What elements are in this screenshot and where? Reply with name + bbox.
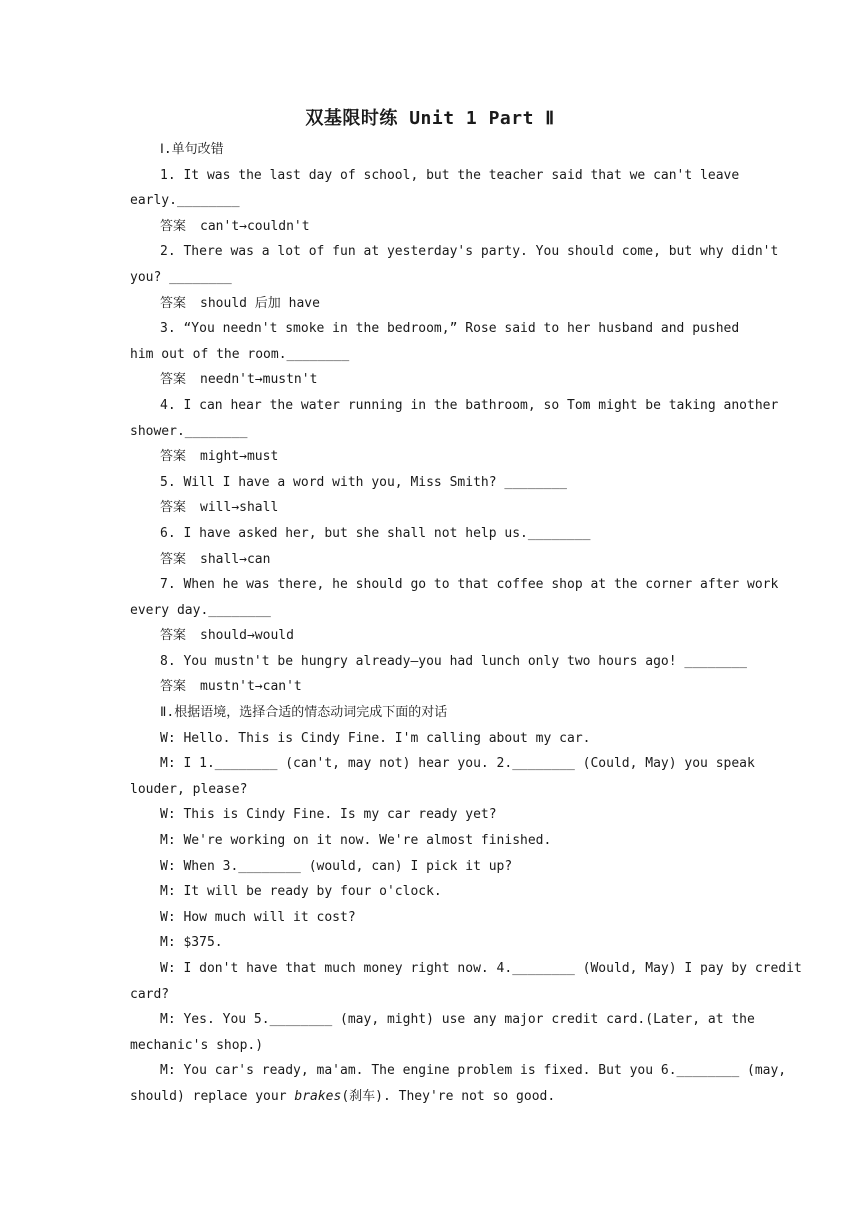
answer-label: 答案 — [160, 372, 187, 388]
answer-text: should→would — [200, 628, 294, 644]
dialogue-line: W: Hello. This is Cindy Fine. I'm calling about my car. — [160, 730, 591, 746]
dialogue-line: W: When 3.________ (would, can) I pick it up? — [160, 858, 513, 874]
question-2-line-2: you? ________ — [130, 269, 232, 285]
question-7-line-1: 7. When he was there, he should go to that coffee shop at the corner after work — [160, 577, 779, 593]
dialogue-line: M: You car's ready, ma'am. The engine problem is fixed. But you 6.________ (may, — [160, 1063, 787, 1079]
dialogue-line: M: $375. — [160, 935, 223, 951]
dialogue-line: W: How much will it cost? — [160, 909, 356, 925]
dialogue-line: W: I don't have that much money right now. 4.________ (Would, May) I pay by credit — [160, 961, 802, 976]
dialogue-line: M: It will be ready by four o'clock. — [160, 884, 442, 900]
dialogue-line: card? — [130, 986, 170, 1002]
question-1-line-2: early.________ — [130, 193, 240, 209]
italic-word: brakes — [294, 1088, 342, 1104]
answer-text: shall→can — [200, 551, 271, 567]
question-7-line-2: every day.________ — [130, 602, 271, 618]
answer-label: 答案 — [160, 218, 187, 234]
question-1-line-1: 1. It was the last day of school, but the teacher said that we can't leave — [160, 167, 740, 183]
answer-text: will→shall — [200, 500, 279, 516]
answer-text: mustn't→can't — [200, 679, 302, 695]
dialogue-line: W: This is Cindy Fine. Is my car ready yet? — [160, 807, 497, 823]
answer-6 — [130, 547, 730, 573]
question-3-line-2: him out of the room.________ — [130, 346, 350, 362]
answer-8 — [130, 674, 730, 700]
answer-7 — [130, 623, 730, 649]
question-8-line-1: 8. You mustn't be hungry already—you had lunch only two hours ago! ________ — [160, 653, 747, 669]
answer-label: 答案 — [160, 628, 187, 644]
answer-3 — [130, 367, 730, 393]
dialogue-line: M: Yes. You 5.________ (may, might) use any major credit card.(Later, at the — [160, 1012, 755, 1028]
dialogue-line: M: We're working on it now. We're almost finished. — [160, 833, 552, 849]
section-heading-1: Ⅰ.单句改错 — [160, 142, 224, 157]
document-body — [130, 137, 802, 1110]
question-5-line-1: 5. Will I have a word with you, Miss Smith? ________ — [160, 474, 567, 490]
dialogue-line: mechanic's shop.) — [130, 1037, 264, 1053]
dialogue-text: (刹车). They're not so good. — [341, 1088, 556, 1104]
answer-label: 答案 — [160, 679, 187, 695]
dialogue-line: M: I 1.________ (can't, may not) hear you. 2.________ (Could, May) you speak — [160, 756, 755, 772]
answer-text: might→must — [200, 449, 279, 465]
answer-text: should 后加 have — [200, 295, 320, 311]
question-4-line-2: shower.________ — [130, 423, 248, 439]
dialogue-line-last — [130, 1084, 730, 1110]
question-4-line-1: 4. I can hear the water running in the bathroom, so Tom might be taking another — [160, 397, 779, 413]
answer-text: can't→couldn't — [200, 218, 310, 234]
question-6-line-1: 6. I have asked her, but she shall not help us.________ — [160, 525, 591, 541]
question-2-line-1: 2. There was a lot of fun at yesterday's party. You should come, but why didn't — [160, 244, 779, 260]
answer-1 — [130, 214, 730, 240]
section-heading-2: Ⅱ.根据语境，选择合适的情态动词完成下面的对话 — [160, 705, 448, 721]
answer-label: 答案 — [160, 449, 187, 465]
answer-label: 答案 — [160, 295, 187, 311]
answer-text: needn't→mustn't — [200, 372, 318, 388]
answer-5 — [130, 495, 730, 521]
answer-4 — [130, 444, 730, 470]
answer-2 — [130, 291, 730, 317]
dialogue-text: should) replace your — [130, 1088, 295, 1104]
answer-label: 答案 — [160, 500, 187, 516]
answer-label: 答案 — [160, 551, 187, 567]
page-title: 双基限时练 Unit 1 Part Ⅱ — [305, 108, 555, 129]
question-3-line-1: 3. “You needn't smoke in the bedroom,” Rose said to her husband and pushed — [160, 321, 740, 337]
dialogue-line: louder, please? — [130, 781, 248, 797]
